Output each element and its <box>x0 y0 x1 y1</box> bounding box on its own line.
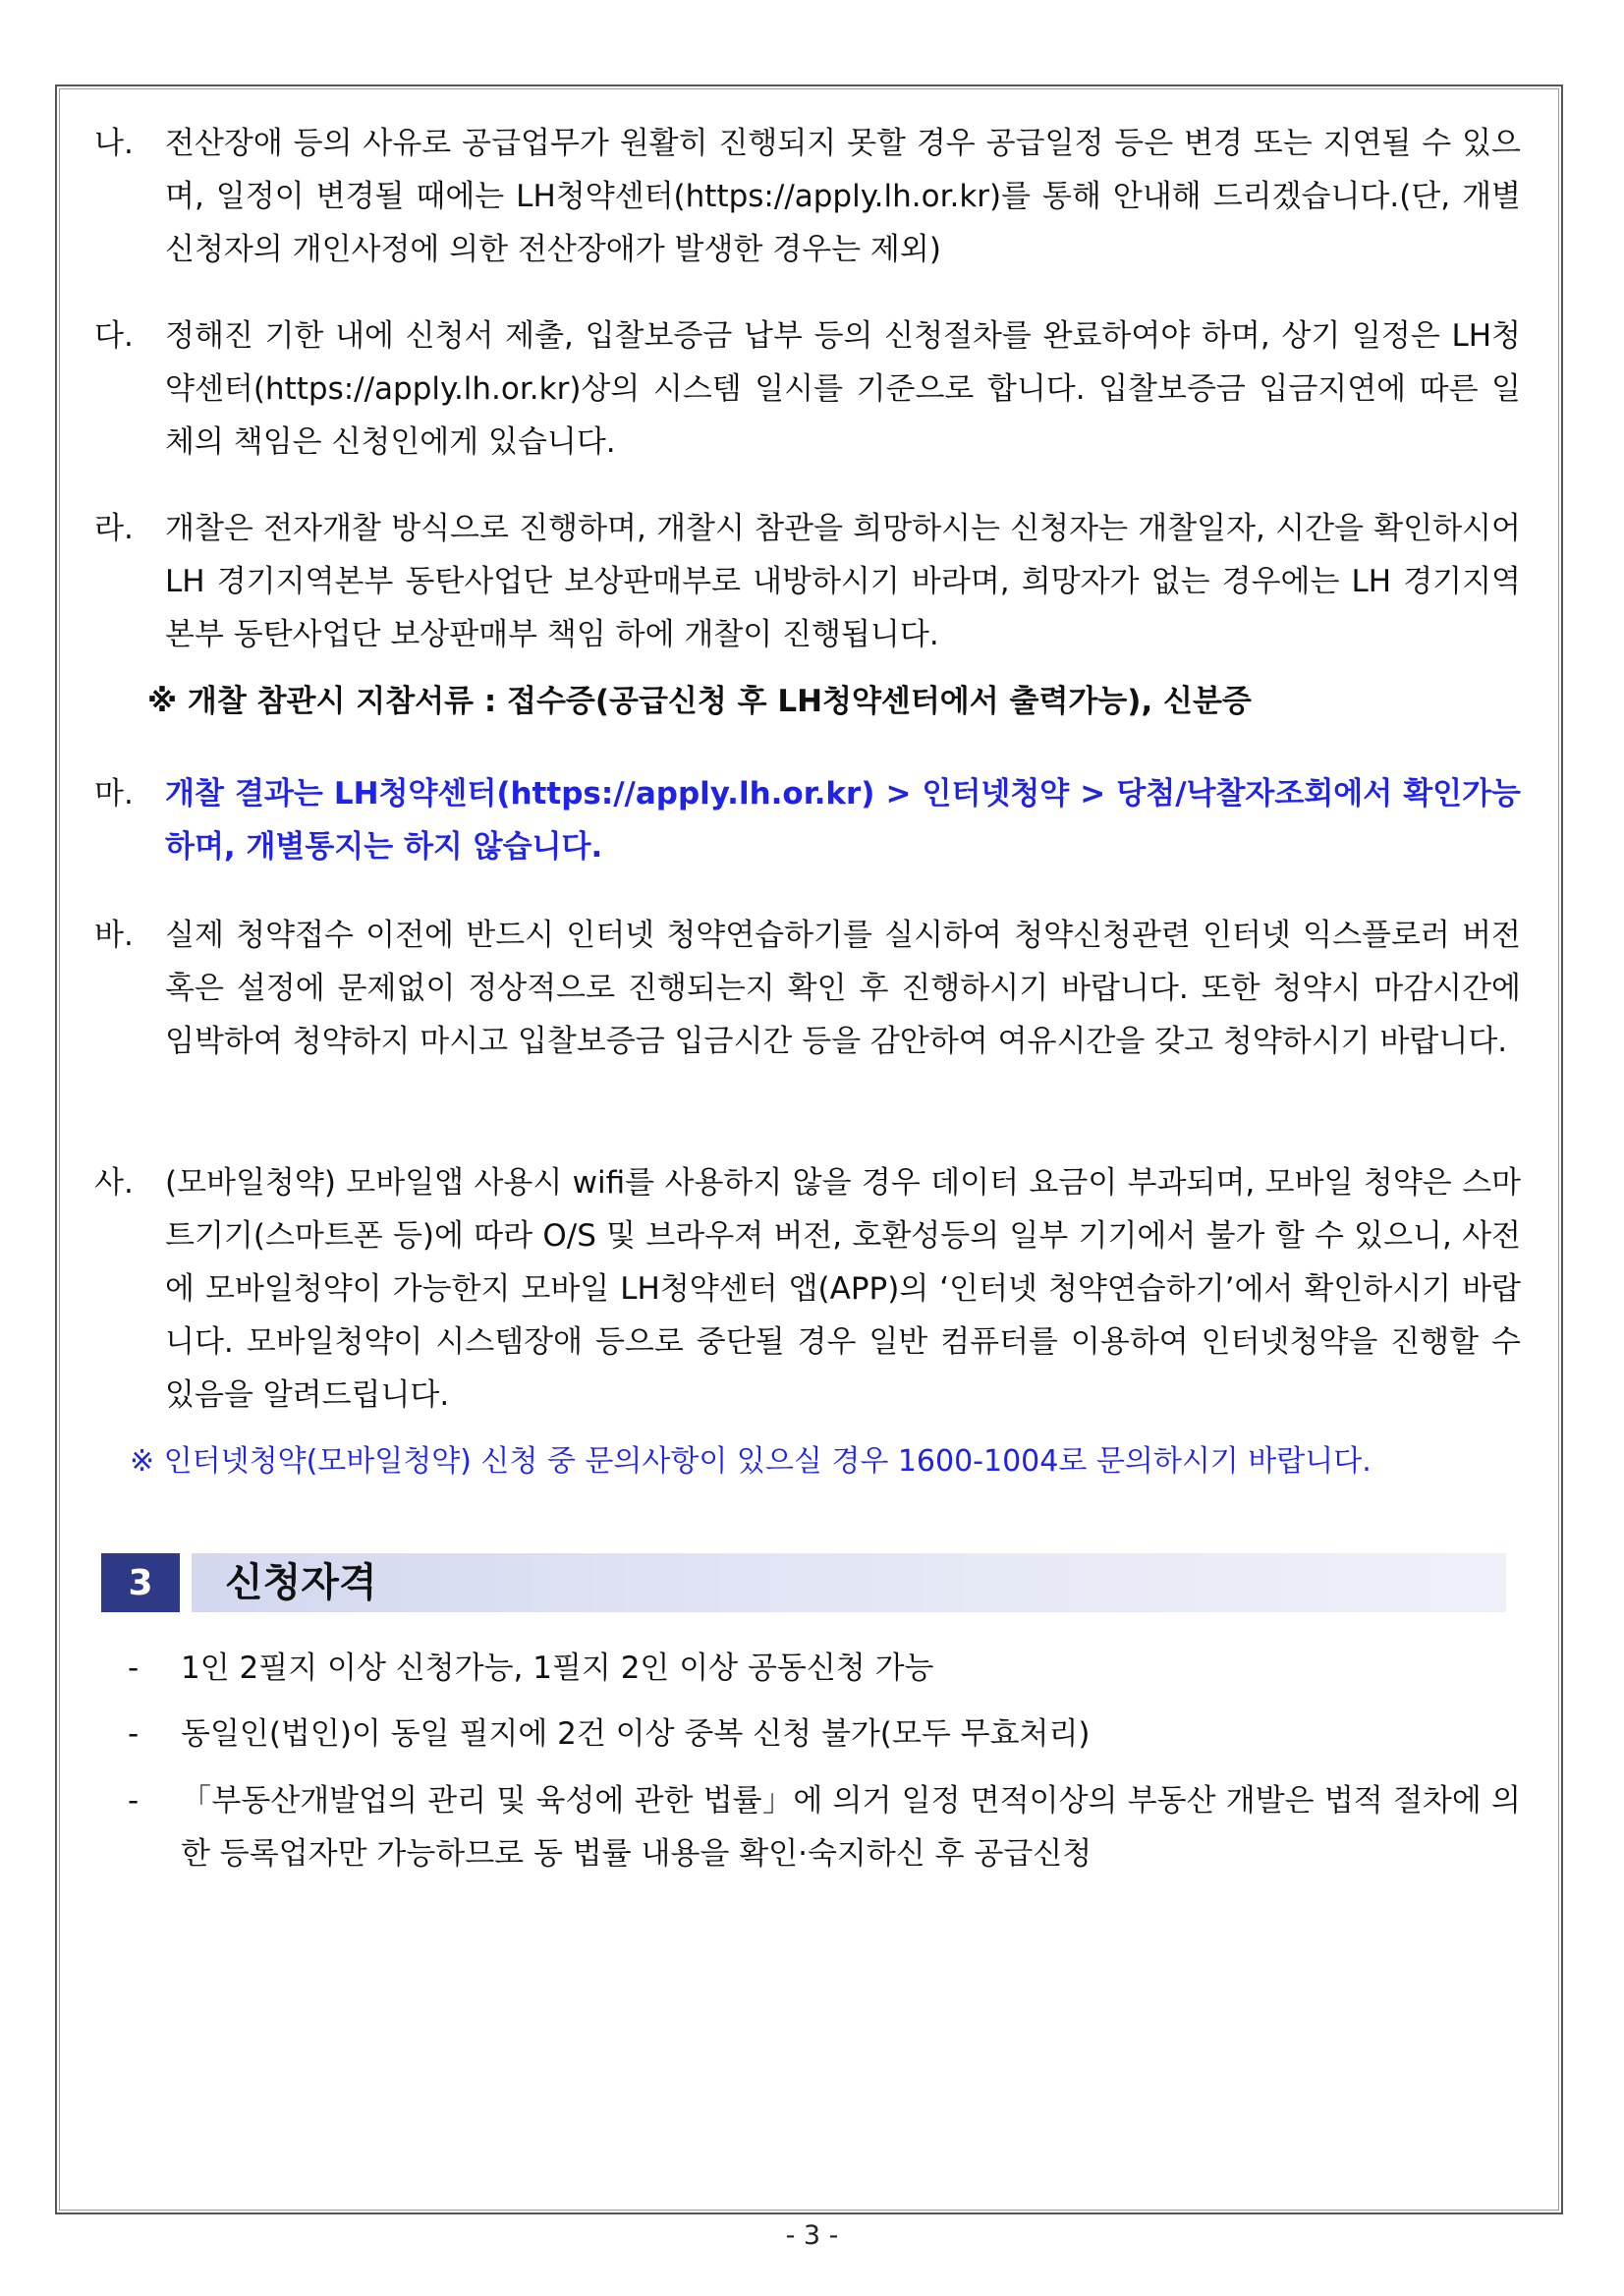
item-ba <box>94 909 1521 1068</box>
item-marker: 마. <box>94 776 134 812</box>
bullet-text: 「부동산개발업의 관리 및 육성에 관한 법률」에 의거 일정 면적이상의 부동산 개발은 법적 절차에 의한 등록업자만 가능하므로 동 법률 내용을 확인·숙지하신 후 공급신청 <box>181 1783 1521 1872</box>
section-number: 3 <box>101 1553 180 1612</box>
bullet-item <box>128 1642 1521 1695</box>
item-text: 실제 청약접수 이전에 반드시 인터넷 청약연습하기를 실시하여 청약신청관련 인터넷 익스플로러 버전 혹은 설정에 문제없이 정상적으로 진행되는지 확인 후 진행하시기 바랍니다. 또한 청약시 마감시간에 임박하여 청약하지 마시고 입찰보증금 입금시간 등을 감안하여 여유시간을 갖고 청약하시기 바랍니다. <box>165 918 1521 1059</box>
bullet-item <box>128 1774 1521 1880</box>
page-number: - 3 - <box>785 2220 839 2251</box>
item-text: 개찰 결과는 LH청약센터(https://apply.lh.or.kr) > 인터넷청약 > 당첨/낙찰자조회에서 확인가능하며, 개별통지는 하지 않습니다. <box>165 776 1521 865</box>
item-text: (모바일청약) 모바일앱 사용시 wifi를 사용하지 않을 경우 데이터 요금이 부과되며, 모바일 청약은 스마트기기(스마트폰 등)에 따라 O/S 및 브라우져 버전, 호환성등의 일부 기기에서 불가 할 수 있으니, 사전에 모바일청약이 가능한지 모바일 LH청약센터 앱(APP)의 ‘인터넷 청약연습하기’에서 확인하시기 바랍니다. 모바일청약이 시스템장애 등으로 중단될 경우 일반 컴퓨터를 이용하여 인터넷청약을 진행할 수 있음을 알려드립니다. <box>165 1165 1521 1413</box>
item-text: 개찰은 전자개찰 방식으로 진행하며, 개찰시 참관을 희망하시는 신청자는 개찰일자, 시간을 확인하시어 LH 경기지역본부 동탄사업단 보상판매부로 내방하시기 바라며, 희망자가 없는 경우에는 LH 경기지역본부 동탄사업단 보상판매부 책임 하에 개찰이 진행됩니다. <box>165 511 1521 652</box>
item-marker: 사. <box>94 1165 134 1201</box>
section-title: 신청자격 <box>225 1560 377 1605</box>
item-marker: 나. <box>94 126 134 161</box>
note-required-documents: ※ 개찰 참관시 지참서류 : 접수증(공급신청 후 LH청약센터에서 출력가능), 신분증 <box>147 684 1252 719</box>
item-marker: 바. <box>94 918 134 953</box>
bullet-text: 동일인(법인)이 동일 필지에 2건 이상 중복 신청 불가(모두 무효처리) <box>181 1716 1091 1752</box>
item-ra <box>94 502 1521 661</box>
item-marker: 다. <box>94 318 134 354</box>
section-header <box>101 1553 1506 1612</box>
item-ma <box>94 767 1521 873</box>
item-marker: 라. <box>94 511 134 546</box>
item-text: 정해진 기한 내에 신청서 제출, 입찰보증금 납부 등의 신청절차를 완료하여야 하며, 상기 일정은 LH청약센터(https://apply.lh.or.kr)상의 시스템 일시를 기준으로 합니다. 입찰보증금 입금지연에 따른 일체의 책임은 신청인에게 있습니다. <box>165 318 1521 460</box>
bullet-dash: - <box>128 1651 140 1686</box>
item-na <box>94 117 1521 276</box>
bullet-dash: - <box>128 1783 140 1819</box>
item-sa <box>94 1156 1521 1422</box>
bullet-item <box>128 1708 1521 1761</box>
bullet-dash: - <box>128 1716 140 1752</box>
bullet-text: 1인 2필지 이상 신청가능, 1필지 2인 이상 공동신청 가능 <box>181 1651 934 1686</box>
item-da <box>94 309 1521 469</box>
section-bar <box>192 1553 1506 1612</box>
item-text: 전산장애 등의 사유로 공급업무가 원활히 진행되지 못할 경우 공급일정 등은 변경 또는 지연될 수 있으며, 일정이 변경될 때에는 LH청약센터(https://apply.lh.or.kr)를 통해 안내해 드리겠습니다.(단, 개별 신청자의 개인사정에 의한 전산장애가 발생한 경우는 제외) <box>165 126 1521 267</box>
note-inquiry: ※ 인터넷청약(모바일청약) 신청 중 문의사항이 있으실 경우 1600-1004로 문의하시기 바랍니다. <box>130 1444 1372 1479</box>
